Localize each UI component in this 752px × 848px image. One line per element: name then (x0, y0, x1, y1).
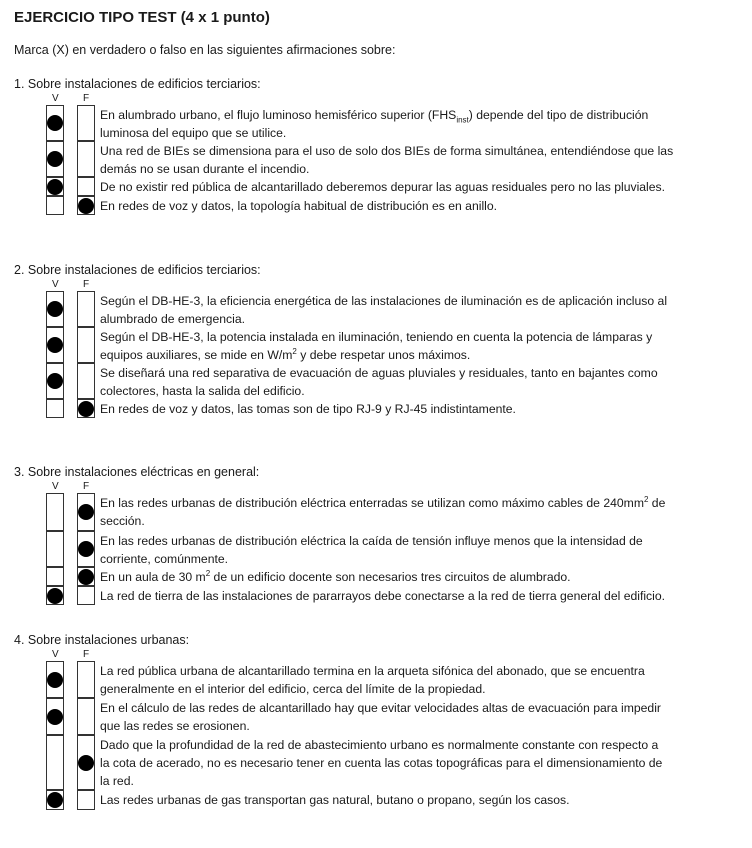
question-row (14, 790, 744, 810)
question-row (14, 735, 744, 790)
true-column-label: V (52, 649, 59, 660)
statement: En redes de voz y datos, la topología habitual de distribución es en anillo. (100, 199, 498, 213)
answer-mark (47, 151, 63, 167)
answer-mark (47, 179, 63, 195)
true-checkbox[interactable] (46, 493, 64, 531)
question-row (14, 291, 744, 327)
question-row (14, 177, 744, 196)
false-column-label: F (83, 481, 90, 492)
false-column-label: F (83, 93, 90, 104)
question-row (14, 399, 744, 418)
true-checkbox[interactable] (46, 531, 64, 567)
section-1 (14, 76, 744, 215)
false-checkbox[interactable] (77, 177, 95, 196)
question-row (14, 196, 744, 215)
question-row (14, 531, 744, 567)
false-checkbox[interactable] (77, 363, 95, 399)
vf-header (14, 93, 744, 105)
question-row (14, 327, 744, 363)
statement: La red de tierra de las instalaciones de pararrayos debe conectarse a la red de tierra general del edificio. (100, 589, 666, 603)
answer-mark (47, 588, 63, 604)
question-row (14, 141, 744, 177)
false-checkbox[interactable] (77, 698, 95, 735)
question-row (14, 698, 744, 735)
answer-mark (78, 569, 94, 585)
statement: La red pública urbana de alcantarillado termina en la arqueta sifónica del abonado, que se encuentra generalmente en el interior del edificio, cerca del límite de la propiedad. (100, 664, 645, 696)
question-row (14, 567, 744, 586)
section-title: 4. Sobre instalaciones urbanas: (14, 633, 190, 647)
question-row (14, 586, 744, 605)
question-row (14, 105, 744, 141)
statement: En las redes urbanas de distribución eléctrica la caída de tensión influye menos que la intensidad de corriente, comúnmente. (100, 534, 643, 566)
false-column-label: F (83, 649, 90, 660)
statement: En un aula de 30 $m^2$ de un edificio docente son necesarios tres circuitos de alumbrado. (100, 568, 571, 584)
statement: Dado que la profundidad de la red de abastecimiento urbano es normalmente constante con respecto a la cota de acerado, no es necesario tener en cuenta las cotas topográficas para el dimensionamiento de la red. (100, 738, 663, 788)
question-row (14, 363, 744, 399)
statement: En el cálculo de las redes de alcantarillado hay que evitar velocidades altas de evacuación para impedir que las redes se erosionen. (100, 701, 661, 733)
answer-mark (47, 373, 63, 389)
answer-mark (47, 672, 63, 688)
answer-mark (78, 198, 94, 214)
false-checkbox[interactable] (77, 661, 95, 698)
answer-mark (47, 337, 63, 353)
answer-mark (47, 301, 63, 317)
false-checkbox[interactable] (77, 105, 95, 141)
answer-mark (47, 709, 63, 725)
question-row (14, 661, 744, 698)
section-title: 1. Sobre instalaciones de edificios terciarios: (14, 77, 261, 91)
statement: Las redes urbanas de gas transportan gas natural, butano o propano, según los casos. (100, 793, 570, 807)
question-row (14, 493, 744, 531)
statement: Una red de BIEs se dimensiona para el uso de solo dos BIEs de forma simultánea, entendiéndose que las demás no se usan durante el incendio. (100, 144, 674, 176)
answer-mark (78, 541, 94, 557)
true-checkbox[interactable] (46, 196, 64, 215)
true-column-label: V (52, 93, 59, 104)
answer-mark (78, 401, 94, 417)
true-checkbox[interactable] (46, 399, 64, 418)
false-checkbox[interactable] (77, 327, 95, 363)
answer-mark (78, 755, 94, 771)
section-title: 2. Sobre instalaciones de edificios terciarios: (14, 263, 261, 277)
statement: Según el DB-HE-3, la potencia instalada en iluminación, teniendo en cuenta la potencia de lámparas y equipos auxiliares, se mide en $W/m^2$ y debe respetar unos máximos. (100, 330, 653, 362)
true-column-label: V (52, 279, 59, 290)
vf-header (14, 279, 744, 291)
exercise-title: EJERCICIO TIPO TEST (4 x 1 punto) (14, 9, 270, 26)
answer-mark (47, 792, 63, 808)
statement: En las redes urbanas de distribución eléctrica enterradas se utilizan como máximo cables de $240mm^2$ de sección. (100, 494, 666, 528)
statement: De no existir red pública de alcantarillado deberemos depurar las aguas residuales pero no las pluviales. (100, 180, 666, 194)
vf-header (14, 649, 744, 661)
statement: Según el DB-HE-3, la eficiencia energética de las instalaciones de iluminación es de aplicación incluso al alumbrado de emergencia. (100, 294, 668, 326)
true-checkbox[interactable] (46, 567, 64, 586)
true-checkbox[interactable] (46, 735, 64, 790)
answer-mark (47, 115, 63, 131)
answer-mark (78, 504, 94, 520)
false-checkbox[interactable] (77, 291, 95, 327)
false-checkbox[interactable] (77, 586, 95, 605)
statement: En alumbrado urbano, el flujo luminoso hemisférico superior $(FHS_{inst})$ depende del tipo de distribución luminosa del equipo que se utilice. (100, 108, 649, 140)
statement: Se diseñará una red separativa de evacuación de aguas pluviales y residuales, tanto en bajantes como colectores, hasta la salida del edificio. (100, 366, 658, 398)
section-2 (14, 262, 744, 418)
statement: En redes de voz y datos, las tomas son de tipo RJ-9 y RJ-45 indistintamente. (100, 402, 516, 416)
false-column-label: F (83, 279, 90, 290)
section-4 (14, 632, 744, 810)
false-checkbox[interactable] (77, 141, 95, 177)
vf-header (14, 481, 744, 493)
instructions: Marca (X) en verdadero o falso en las siguientes afirmaciones sobre: (14, 43, 396, 57)
section-3 (14, 464, 744, 605)
false-checkbox[interactable] (77, 790, 95, 810)
true-column-label: V (52, 481, 59, 492)
section-title: 3. Sobre instalaciones eléctricas en general: (14, 465, 260, 479)
